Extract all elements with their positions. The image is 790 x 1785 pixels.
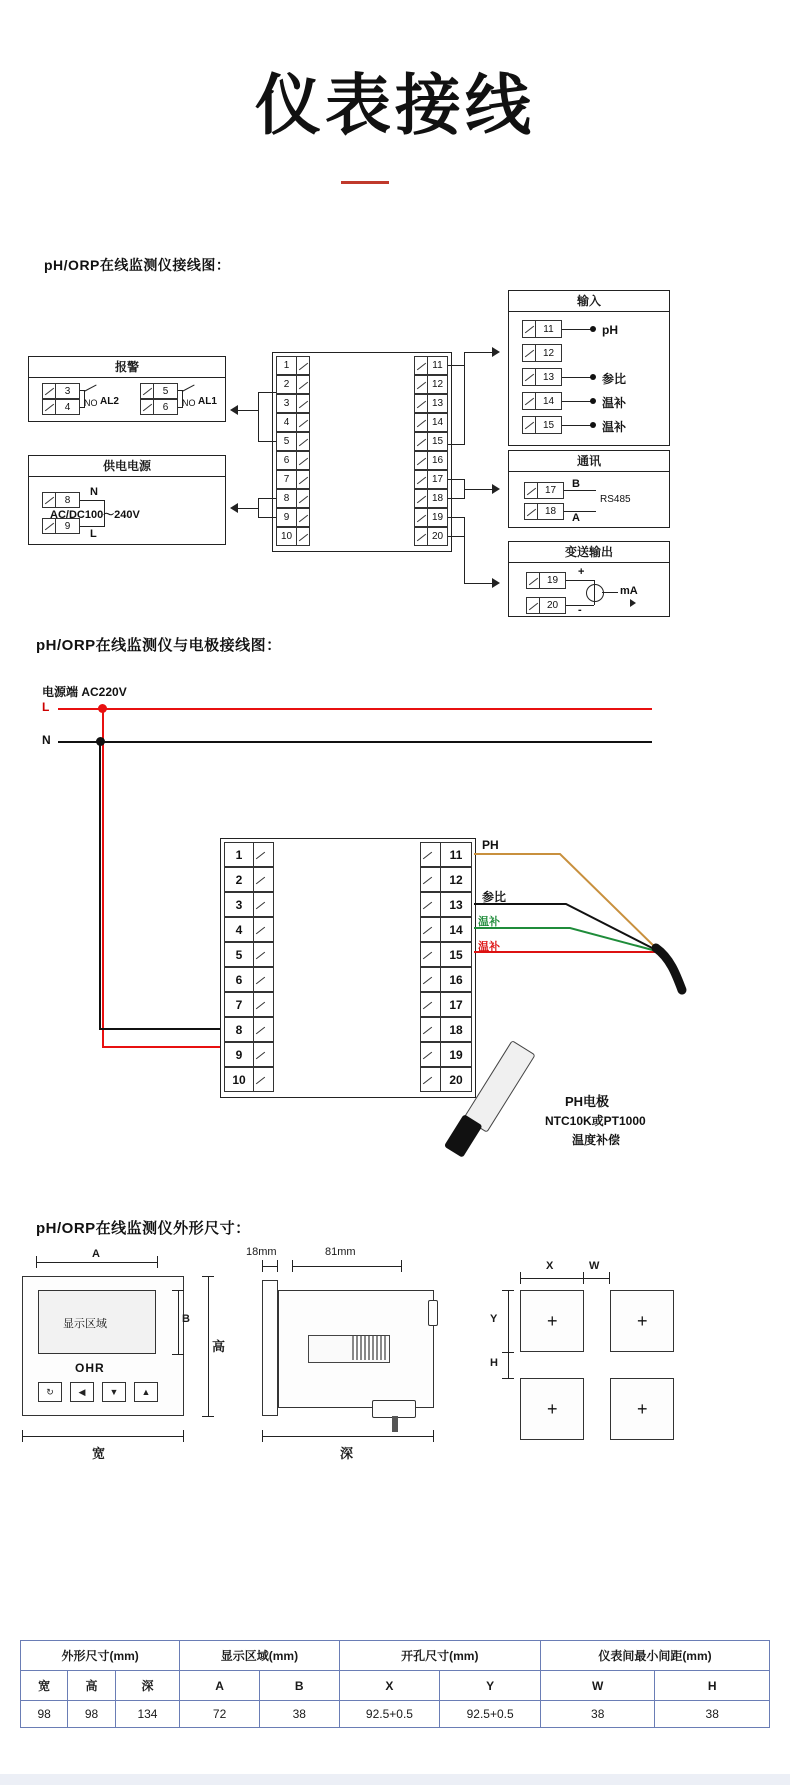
el-terminal-right-19: 19 [420,1042,472,1067]
table-row-headers [21,1671,770,1701]
terminal-left-4: 4 [276,413,310,432]
terminal-6: 6 [140,399,178,415]
screw-icon [296,471,309,488]
section-heading-electrode: pH/ORP在线监测仪与电极接线图： [36,637,282,654]
screw-icon [296,395,309,412]
screw-icon [421,868,441,891]
screw-icon [253,1043,273,1066]
screw-icon [253,1018,273,1041]
header-w: W [540,1671,654,1701]
dim-depth-label: 深 [340,1446,354,1461]
screw-icon [296,357,309,374]
screw-icon [523,345,536,361]
screw-icon [527,573,540,588]
spec-table [20,1640,770,1728]
screw-icon [421,993,441,1016]
power-spec-label: AC/DC100～240V [50,509,140,521]
el-terminal-left-3: 3 [224,892,274,917]
input-box-title: 输入 [508,290,670,312]
el-terminal-right-15: 15 [420,942,472,967]
value-x: 92.5+0.5 [339,1701,440,1728]
table-row-values [21,1701,770,1728]
header-x: X [339,1671,440,1701]
side-view-front-bezel [262,1280,278,1416]
screw-icon [421,1043,441,1066]
alarm-bus-line [258,392,259,442]
power-l-label: L [90,528,97,540]
page-title: 仪表接线 [255,68,535,142]
screw-icon [415,528,428,545]
wire-n-to-terminal8 [99,1028,222,1030]
input-node-dot-13 [590,374,596,380]
arrow-to-power [230,503,238,513]
screw-icon [421,893,441,916]
terminal-right-13: 13 [414,394,448,413]
el-terminal-left-8: 8 [224,1017,274,1042]
display-area-label: 显示区域 [63,1318,107,1330]
output-unit-ma: mA [620,585,638,597]
header-b: B [259,1671,339,1701]
comm-terminal-18: 18 [524,503,564,520]
dim-height-label: 高 [212,1339,226,1354]
brand-label: OHR [75,1361,105,1375]
probe-spec2-label: 温度补偿 [572,1133,621,1147]
terminal-right-17: 17 [414,470,448,489]
wire-l-vertical [102,708,104,1048]
screw-icon [415,414,428,431]
comm-terminal-17: 17 [524,482,564,499]
screw-icon [525,483,538,498]
alarm-box-title: 报警 [28,356,226,378]
output-terminal-19: 19 [526,572,566,589]
screw-icon [415,490,428,507]
button-left[interactable]: ◀ [70,1382,94,1402]
screw-icon [253,968,273,991]
alarm-no-label-1: NO [84,398,98,408]
terminal-left-10: 10 [276,527,310,546]
arrow-to-alarm [230,405,238,415]
ammeter-icon [586,584,604,602]
group-display: 显示区域(mm) [180,1641,339,1671]
arrow-to-input [492,347,500,357]
el-terminal-left-2: 2 [224,867,274,892]
wire-l-horizontal [58,708,652,710]
screw-icon [527,598,540,613]
terminal-right-11: 11 [414,356,448,375]
line-n-label: N [42,733,51,747]
screw-icon [141,384,154,398]
input-label-ph: pH [602,323,618,337]
wire-n-vertical [99,741,101,1030]
terminal-8-power: 8 [42,492,80,508]
el-terminal-left-9: 9 [224,1042,274,1067]
screw-icon [296,433,309,450]
output-plus-sign: + [578,566,585,578]
value-depth: 134 [115,1701,180,1728]
input-label-temp1: 温补 [602,396,627,410]
el-terminal-left-1: 1 [224,842,274,867]
probe-name-label: PH电极 [565,1094,610,1109]
alarm-al2-label: AL2 [100,396,119,407]
el-terminal-right-17: 17 [420,992,472,1017]
terminal-3: 3 [42,383,80,399]
el-terminal-right-12: 12 [420,867,472,892]
wire-label-temp1: 温补 [478,916,500,928]
value-b: 38 [259,1701,339,1728]
power-bus-line [258,498,259,518]
screw-icon [421,943,441,966]
comm-label-a: A [572,512,580,524]
button-down[interactable]: ▼ [102,1382,126,1402]
terminal-right-19: 19 [414,508,448,527]
screw-icon [43,493,56,507]
screw-icon [523,393,536,409]
terminal-left-9: 9 [276,508,310,527]
arrow-to-output [492,578,500,588]
wire-l-to-terminal9 [102,1046,222,1048]
title-underline-rule [341,181,389,184]
button-power[interactable]: ↻ [38,1382,62,1402]
screw-icon [421,843,441,866]
power-n-label: N [90,486,98,498]
header-y: Y [440,1671,541,1701]
power-supply-title: 供电电源 [28,455,226,477]
el-terminal-right-18: 18 [420,1017,472,1042]
screw-icon [523,369,536,385]
section-heading-wiring: pH/ORP在线监测仪接线图： [44,257,231,273]
el-terminal-right-11: 11 [420,842,472,867]
el-terminal-right-20: 20 [420,1067,472,1092]
screw-icon [415,357,428,374]
power-source-label: 电源端 AC220V [42,685,127,699]
terminal-right-20: 20 [414,527,448,546]
screw-icon [415,509,428,526]
el-terminal-right-14: 14 [420,917,472,942]
screw-icon [253,843,273,866]
header-height: 高 [68,1671,115,1701]
table-row-groups [21,1641,770,1671]
header-h: H [655,1671,770,1701]
terminal-left-8: 8 [276,489,310,508]
arrow-to-comm [492,484,500,494]
screw-icon [43,400,56,414]
input-label-temp2: 温补 [602,420,627,434]
terminal-right-16: 16 [414,451,448,470]
screw-icon [415,376,428,393]
value-y: 92.5+0.5 [440,1701,541,1728]
screw-icon [253,1068,273,1091]
terminal-right-14: 14 [414,413,448,432]
screw-icon [421,1018,441,1041]
output-minus-sign: - [578,604,582,616]
group-spacing: 仪表间最小间距(mm) [540,1641,769,1671]
input-terminal-15: 15 [522,416,562,434]
terminal-left-7: 7 [276,470,310,489]
output-box-title: 变送输出 [508,541,670,563]
dim-a-label: A [92,1248,100,1260]
wire-label-ref: 参比 [482,890,507,904]
probe-spec1-label: NTC10K或PT1000 [545,1114,646,1128]
dim-b-label: B [182,1313,190,1325]
screw-icon [43,384,56,398]
input-node-dot-15 [590,422,596,428]
el-terminal-right-16: 16 [420,967,472,992]
terminal-left-2: 2 [276,375,310,394]
terminal-right-18: 18 [414,489,448,508]
cutout-mark-2: + [637,1311,648,1331]
screw-icon [415,452,428,469]
dim-y-label: Y [490,1313,498,1325]
el-terminal-left-5: 5 [224,942,274,967]
screw-icon [253,943,273,966]
dim-w-label: W [589,1260,600,1272]
output-terminal-20: 20 [526,597,566,614]
input-label-ref: 参比 [602,372,627,386]
terminal-left-5: 5 [276,432,310,451]
terminal-9-power: 9 [42,518,80,534]
screw-icon [523,321,536,337]
group-outline: 外形尺寸(mm) [21,1641,180,1671]
cutout-mark-3: + [547,1399,558,1419]
value-w: 38 [540,1701,654,1728]
side-view-cable [392,1416,398,1432]
value-height: 98 [68,1701,115,1728]
terminal-right-12: 12 [414,375,448,394]
screw-icon [296,490,309,507]
terminal-left-3: 3 [276,394,310,413]
header-depth: 深 [115,1671,180,1701]
input-terminal-12: 12 [522,344,562,362]
screw-icon [296,528,309,545]
screw-icon [141,400,154,414]
input-terminal-14: 14 [522,392,562,410]
terminal-left-1: 1 [276,356,310,375]
header-a: A [180,1671,260,1701]
header-width: 宽 [21,1671,68,1701]
el-terminal-right-13: 13 [420,892,472,917]
input-terminal-11: 11 [522,320,562,338]
el-terminal-left-7: 7 [224,992,274,1017]
screw-icon [415,471,428,488]
screw-icon [253,893,273,916]
line-l-label: L [42,700,50,714]
input-node-dot-14 [590,398,596,404]
screw-icon [421,1068,441,1091]
terminal-right-15: 15 [414,432,448,451]
comm-box-title: 通讯 [508,450,670,472]
alarm-al1-label: AL1 [198,396,217,407]
screw-icon [421,918,441,941]
cutout-mark-4: + [637,1399,648,1419]
group-cutout: 开孔尺寸(mm) [339,1641,540,1671]
alarm-no-label-2: NO [182,398,196,408]
screw-icon [415,395,428,412]
terminal-5: 5 [140,383,178,399]
dim-x-label: X [546,1260,554,1272]
input-node-dot-11 [590,326,596,332]
screw-icon [296,452,309,469]
side-view-clip-top [428,1300,438,1326]
screw-icon [523,417,536,433]
dim-body-depth-label: 81mm [325,1246,356,1258]
dim-h-label: H [490,1357,498,1369]
output-arrow-icon [630,599,636,607]
wire-n-horizontal [58,741,652,743]
screw-icon [253,918,273,941]
input-terminal-13: 13 [522,368,562,386]
screw-icon [525,504,538,519]
section-heading-dimension: pH/ORP在线监测仪外形尺寸： [36,1220,251,1237]
dim-front-depth-label: 18mm [246,1246,277,1258]
screw-icon [296,376,309,393]
value-a: 72 [180,1701,260,1728]
value-width: 98 [21,1701,68,1728]
footer-bar [0,1774,790,1785]
terminal-left-6: 6 [276,451,310,470]
wire-label-ph: PH [482,838,499,852]
comm-label-b: B [572,478,580,490]
dim-width-label: 宽 [92,1446,106,1461]
cutout-mark-1: + [547,1311,558,1331]
screw-icon [415,433,428,450]
screw-icon [421,968,441,991]
screw-icon [296,414,309,431]
screw-icon [296,509,309,526]
terminal-4: 4 [42,399,80,415]
comm-bus-label: RS485 [600,494,631,505]
el-terminal-left-10: 10 [224,1067,274,1092]
button-up[interactable]: ▲ [134,1382,158,1402]
screw-icon [253,868,273,891]
value-h: 38 [655,1701,770,1728]
screw-icon [253,993,273,1016]
el-terminal-left-6: 6 [224,967,274,992]
wire-label-temp2: 温补 [478,941,500,953]
el-terminal-left-4: 4 [224,917,274,942]
side-view-terminal-teeth [352,1336,386,1360]
